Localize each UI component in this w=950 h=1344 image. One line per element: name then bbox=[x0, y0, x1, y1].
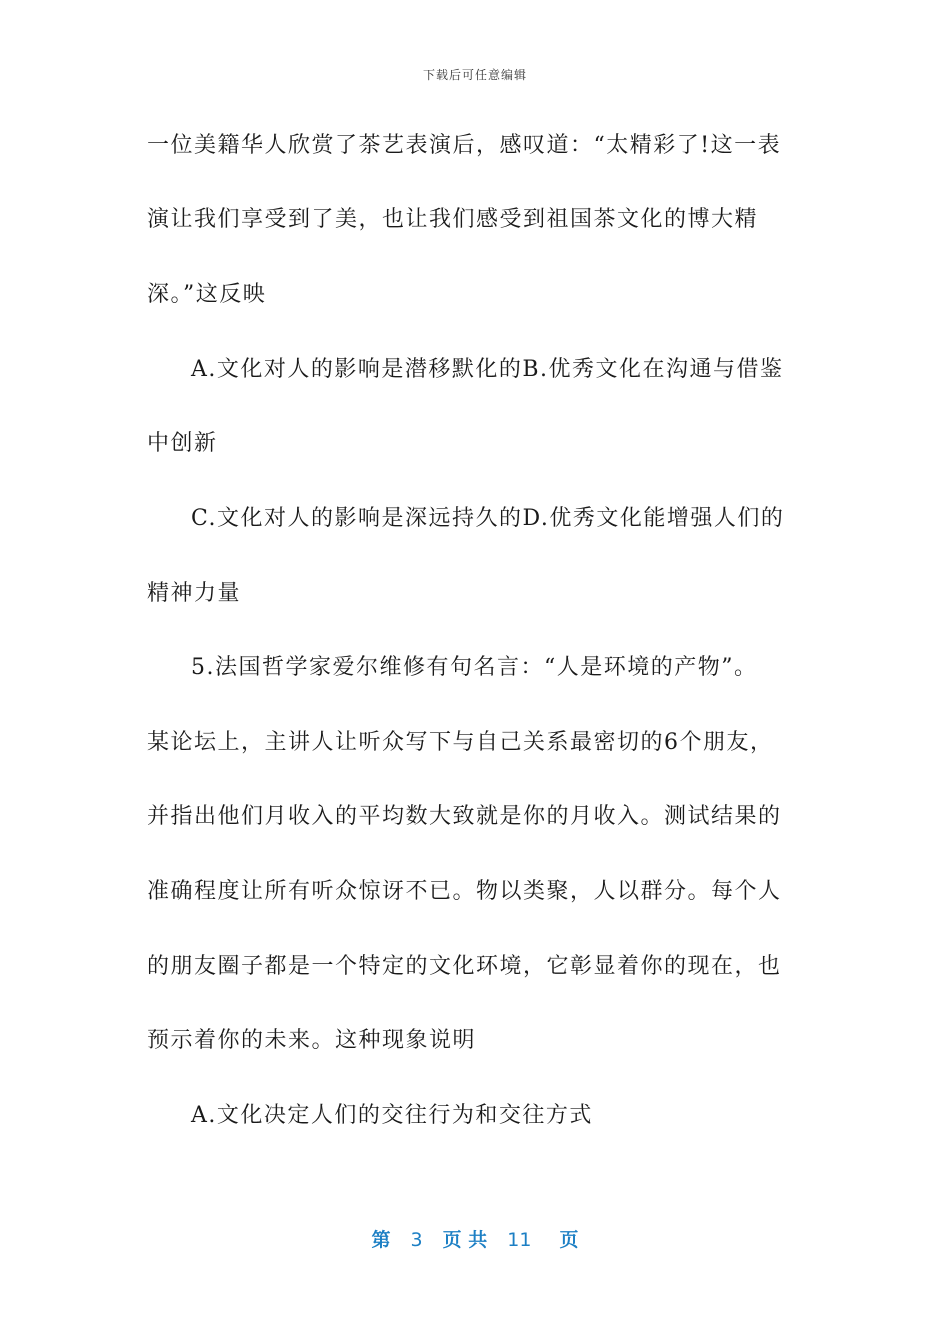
footer-current-page: 3 bbox=[410, 1229, 423, 1251]
body-line: 演让我们享受到了美，也让我们感受到祖国茶文化的博大精 bbox=[147, 207, 759, 232]
body-line: 准确程度让所有听众惊讶不已。物以类聚，人以群分。每个人 bbox=[147, 879, 782, 904]
body-line: 深。”这反映 bbox=[147, 282, 267, 307]
footer-page-suffix: 页 bbox=[559, 1229, 579, 1251]
body-line: 中创新 bbox=[147, 431, 218, 456]
question-line: 5.法国哲学家爱尔维修有句名言：“人是环境的产物”。 bbox=[191, 655, 758, 680]
option-line: A.文化对人的影响是潜移默化的B.优秀文化在沟通与借鉴 bbox=[191, 357, 784, 382]
option-line: A.文化决定人们的交往行为和交往方式 bbox=[191, 1103, 593, 1128]
page-footer bbox=[0, 1225, 950, 1252]
footer-page-mid: 页 共 bbox=[442, 1229, 488, 1251]
body-line: 预示着你的未来。这种现象说明 bbox=[147, 1028, 477, 1053]
body-line: 并指出他们月收入的平均数大致就是你的月收入。测试结果的 bbox=[147, 804, 782, 829]
body-line: 某论坛上，主讲人让听众写下与自己关系最密切的6个朋友， bbox=[147, 730, 774, 755]
footer-total-pages: 11 bbox=[507, 1229, 532, 1251]
body-line: 精神力量 bbox=[147, 581, 242, 606]
body-line: 一位美籍华人欣赏了茶艺表演后，感叹道：“太精彩了!这一表 bbox=[147, 133, 782, 158]
footer-page-prefix: 第 bbox=[371, 1229, 391, 1251]
option-line: C.文化对人的影响是深远持久的D.优秀文化能增强人们的 bbox=[191, 506, 785, 531]
body-line: 的朋友圈子都是一个特定的文化环境，它彰显着你的现在，也 bbox=[147, 954, 782, 979]
header-note: 下载后可任意编辑 bbox=[422, 68, 527, 82]
